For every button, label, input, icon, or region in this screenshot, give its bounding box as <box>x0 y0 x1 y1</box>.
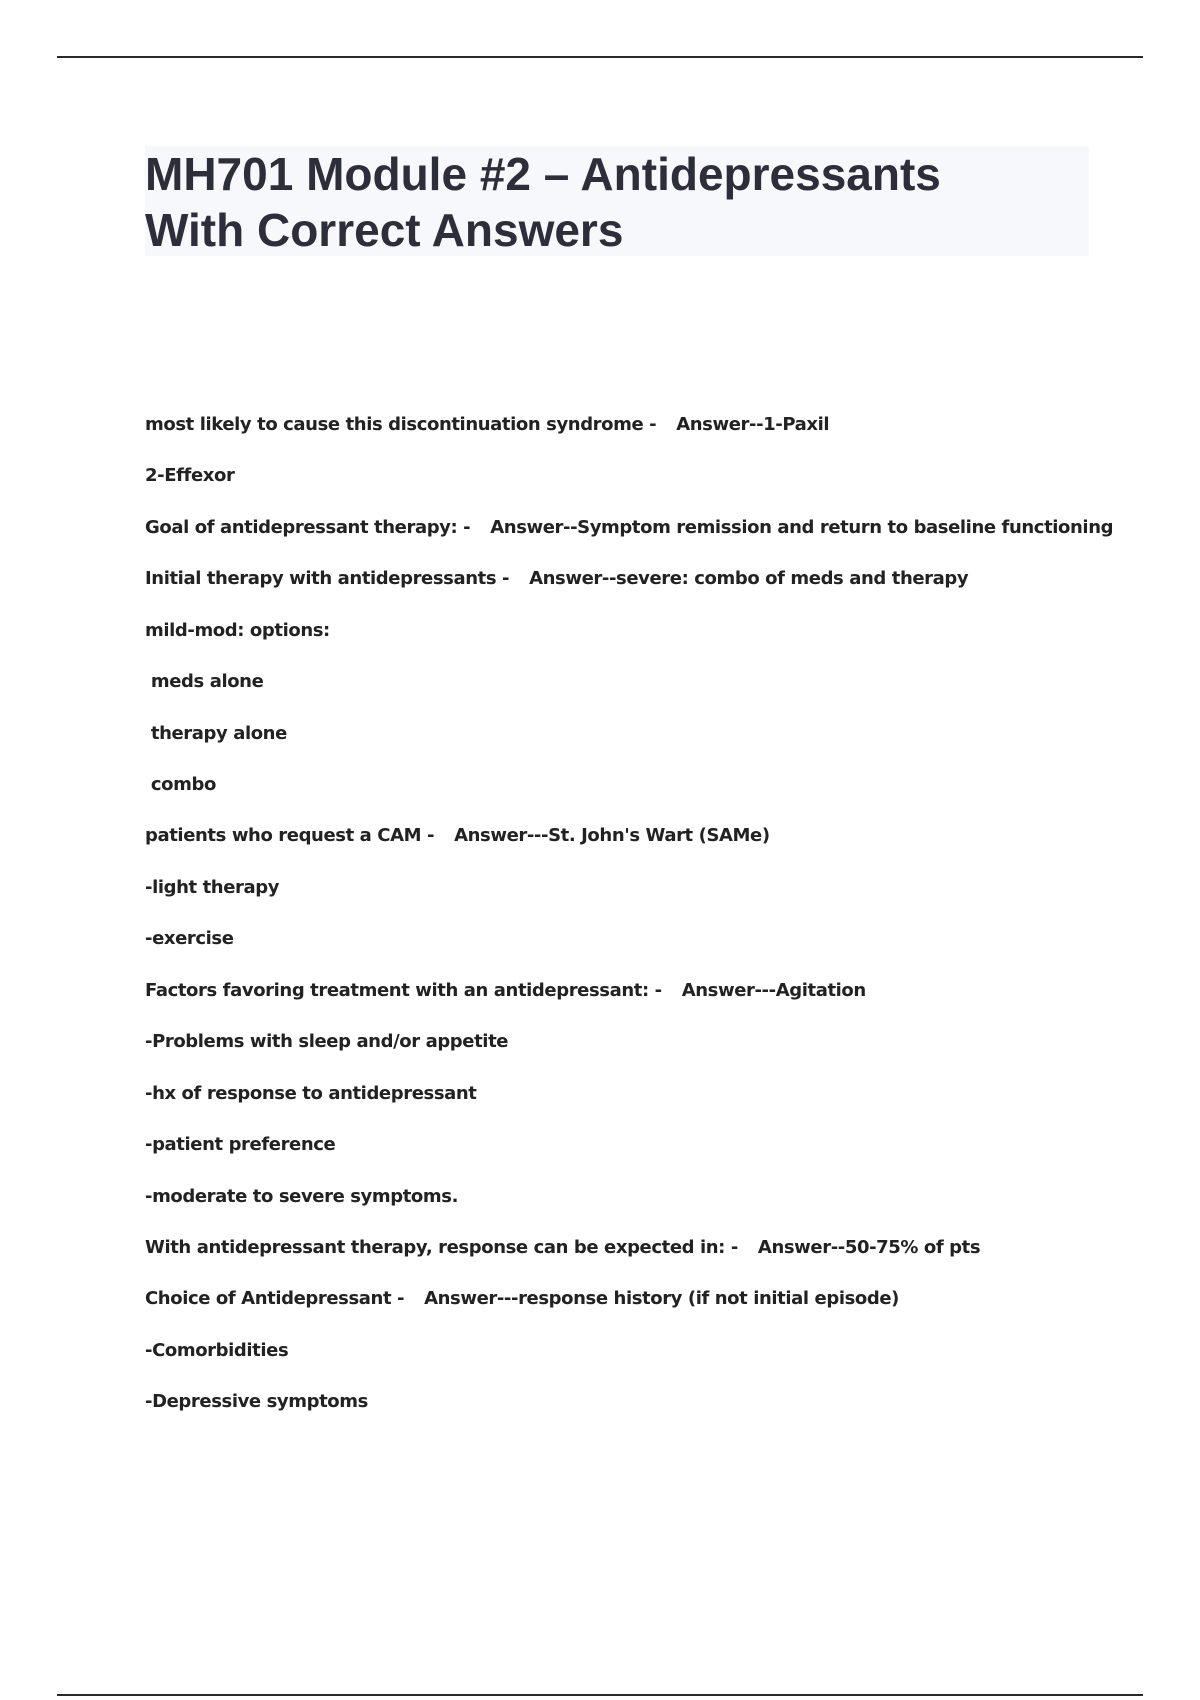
content-line <box>145 1287 899 1311</box>
question-text: -hx of response to antidepressant <box>145 1083 477 1104</box>
content-line <box>145 1133 355 1157</box>
content-line <box>145 1030 528 1054</box>
answer-text: Answer--50-75% of pts <box>757 1237 981 1258</box>
question-text: therapy alone <box>145 723 287 744</box>
question-text: combo <box>145 774 216 795</box>
question-text: Choice of Antidepressant - <box>145 1288 405 1309</box>
question-text: 2-Effexor <box>145 465 235 486</box>
question-text: Goal of antidepressant therapy: - <box>145 517 471 538</box>
content-line <box>145 567 968 591</box>
question-text: mild-mod: options: <box>145 620 330 641</box>
content-line <box>145 927 254 951</box>
bottom-rule <box>57 1694 1143 1696</box>
answer-text: Answer---response history (if not initial episode) <box>424 1288 899 1309</box>
content-line <box>145 464 254 488</box>
question-text: patients who request a CAM - <box>145 825 435 846</box>
content-line <box>145 722 307 746</box>
content-line <box>145 516 1113 540</box>
content-line <box>145 1082 497 1106</box>
question-text: -Problems with sleep and/or appetite <box>145 1031 509 1052</box>
question-text: -patient preference <box>145 1134 336 1155</box>
content-line <box>145 773 236 797</box>
answer-text: Answer---St. John's Wart (SAMe) <box>454 825 770 846</box>
question-text: -Comorbidities <box>145 1340 289 1361</box>
content-line <box>145 824 770 848</box>
content-line <box>145 979 866 1003</box>
question-text: -light therapy <box>145 877 280 898</box>
content-line <box>145 1390 388 1414</box>
question-text: Initial therapy with antidepressants - <box>145 568 510 589</box>
content-line <box>145 670 283 694</box>
content-line <box>145 876 299 900</box>
title-line-2: With Correct Answers <box>145 204 624 256</box>
title-line-1: MH701 Module #2 – Antidepressants <box>145 148 941 200</box>
content-line <box>145 1236 980 1260</box>
answer-text: Answer--Symptom remission and return to baseline functioning <box>490 517 1114 538</box>
question-text: With antidepressant therapy, response can be expected in: - <box>145 1237 738 1258</box>
content-line <box>145 1339 308 1363</box>
document-title <box>145 146 1089 258</box>
question-text: -exercise <box>145 928 234 949</box>
answer-text: Answer--1-Paxil <box>676 414 830 435</box>
question-text: most likely to cause this discontinuation syndrome - <box>145 414 657 435</box>
content-line <box>145 413 829 437</box>
question-text: meds alone <box>145 671 264 692</box>
answer-text: Answer---Agitation <box>681 980 866 1001</box>
content-line <box>145 1185 478 1209</box>
question-text: -moderate to severe symptoms. <box>145 1186 459 1207</box>
top-rule <box>57 56 1143 58</box>
question-text: -Depressive symptoms <box>145 1391 368 1412</box>
answer-text: Answer--severe: combo of meds and therapy <box>529 568 969 589</box>
question-text: Factors favoring treatment with an antidepressant: - <box>145 980 662 1001</box>
content-line <box>145 619 350 643</box>
